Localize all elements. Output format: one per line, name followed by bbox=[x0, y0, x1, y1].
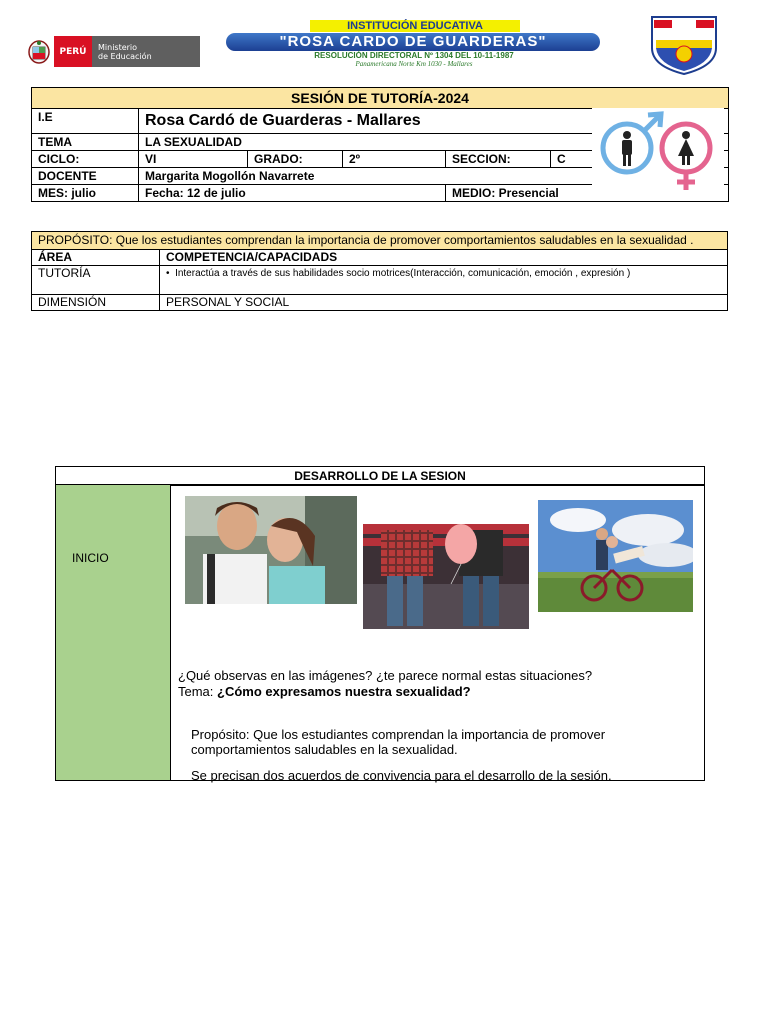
mes-cell: MES: julio bbox=[32, 185, 139, 202]
ministry-line-1: Ministerio bbox=[98, 42, 138, 52]
ie-label: I.E bbox=[32, 109, 139, 134]
peru-label: PERÚ bbox=[54, 36, 92, 67]
topic-text: ¿Cómo expresamos nuestra sexualidad? bbox=[217, 684, 471, 699]
inicio-content bbox=[170, 484, 705, 781]
tema-label: TEMA bbox=[32, 134, 139, 151]
banner-resolution: RESOLUCIÓN DIRECTORAL Nº 1304 DEL 10-11-1987 bbox=[314, 51, 514, 60]
tema-value: LA SEXUALIDAD bbox=[139, 134, 729, 151]
seccion-label: SECCION: bbox=[446, 151, 551, 168]
peru-ministry-logo bbox=[24, 36, 200, 67]
couple-photo-3 bbox=[538, 500, 693, 612]
session-topic bbox=[178, 684, 471, 699]
purpose-paragraph bbox=[191, 727, 605, 757]
ministry-line-2: de Educación bbox=[98, 51, 152, 61]
fecha-cell: Fecha: 12 de julio bbox=[139, 185, 446, 202]
couple-photo-1 bbox=[185, 496, 357, 604]
gender-symbols-image bbox=[592, 108, 724, 192]
ciclo-value: VI bbox=[139, 151, 248, 168]
session-title: SESIÓN DE TUTORÍA-2024 bbox=[32, 88, 729, 109]
docente-value: Margarita Mogollón Navarrete bbox=[139, 168, 729, 185]
ie-value: Rosa Cardó de Guarderas - Mallares bbox=[139, 109, 729, 134]
development-table bbox=[55, 466, 705, 781]
competencia-header: COMPETENCIA/CAPACIDADS bbox=[160, 250, 728, 266]
dimension-label: DIMENSIÓN bbox=[32, 295, 160, 311]
school-shield-logo bbox=[648, 14, 720, 76]
purpose-text: PROPÓSITO: Que los estudiantes comprendan la importancia de promover comportamientos saludables en la sexualidad . bbox=[32, 232, 728, 250]
inicio-label: INICIO bbox=[72, 551, 109, 565]
agreements-text: Se precisan dos acuerdos de convivencia para el desarrollo de la sesión. bbox=[191, 768, 612, 783]
male-symbol-icon bbox=[603, 114, 661, 172]
banner-school-name: "ROSA CARDO DE GUARDERAS" bbox=[226, 33, 600, 51]
bullet-icon: • bbox=[166, 268, 176, 279]
peru-coat-of-arms-icon bbox=[24, 36, 54, 67]
institution-banner bbox=[224, 20, 602, 66]
grado-label: GRADO: bbox=[248, 151, 343, 168]
banner-top-text: INSTITUCIÓN EDUCATIVA bbox=[310, 20, 520, 32]
inicio-cell bbox=[55, 484, 171, 781]
grado-value: 2º bbox=[343, 151, 446, 168]
banner-address: Panamericana Norte Km 1030 - Mallares bbox=[355, 60, 473, 68]
couple-photo-2 bbox=[363, 524, 529, 629]
female-symbol-icon bbox=[662, 124, 710, 190]
purpose-table bbox=[31, 231, 728, 311]
development-header: DESARROLLO DE LA SESION bbox=[55, 466, 705, 486]
purpose-line-2: comportamientos saludables en la sexualidad. bbox=[191, 742, 458, 757]
dimension-value: PERSONAL Y SOCIAL bbox=[160, 295, 728, 311]
ciclo-label: CICLO: bbox=[32, 151, 139, 168]
seccion-value: C bbox=[551, 151, 729, 168]
ministry-label bbox=[92, 36, 200, 67]
medio-cell: MEDIO: Presencial bbox=[446, 185, 729, 202]
topic-prefix: Tema: bbox=[178, 684, 218, 699]
competencia-value: Interactúa a través de sus habilidades socio motrices(Interacción, comunicación, emoción , expresión ) bbox=[175, 268, 631, 279]
competencia-cell bbox=[160, 266, 728, 295]
area-value: TUTORÍA bbox=[32, 266, 160, 295]
docente-label: DOCENTE bbox=[32, 168, 139, 185]
observation-question: ¿Qué observas en las imágenes? ¿te parece normal estas situaciones? bbox=[178, 668, 593, 683]
area-header: ÁREA bbox=[32, 250, 160, 266]
purpose-line-1: Propósito: Que los estudiantes comprendan la importancia de promover bbox=[191, 727, 606, 742]
